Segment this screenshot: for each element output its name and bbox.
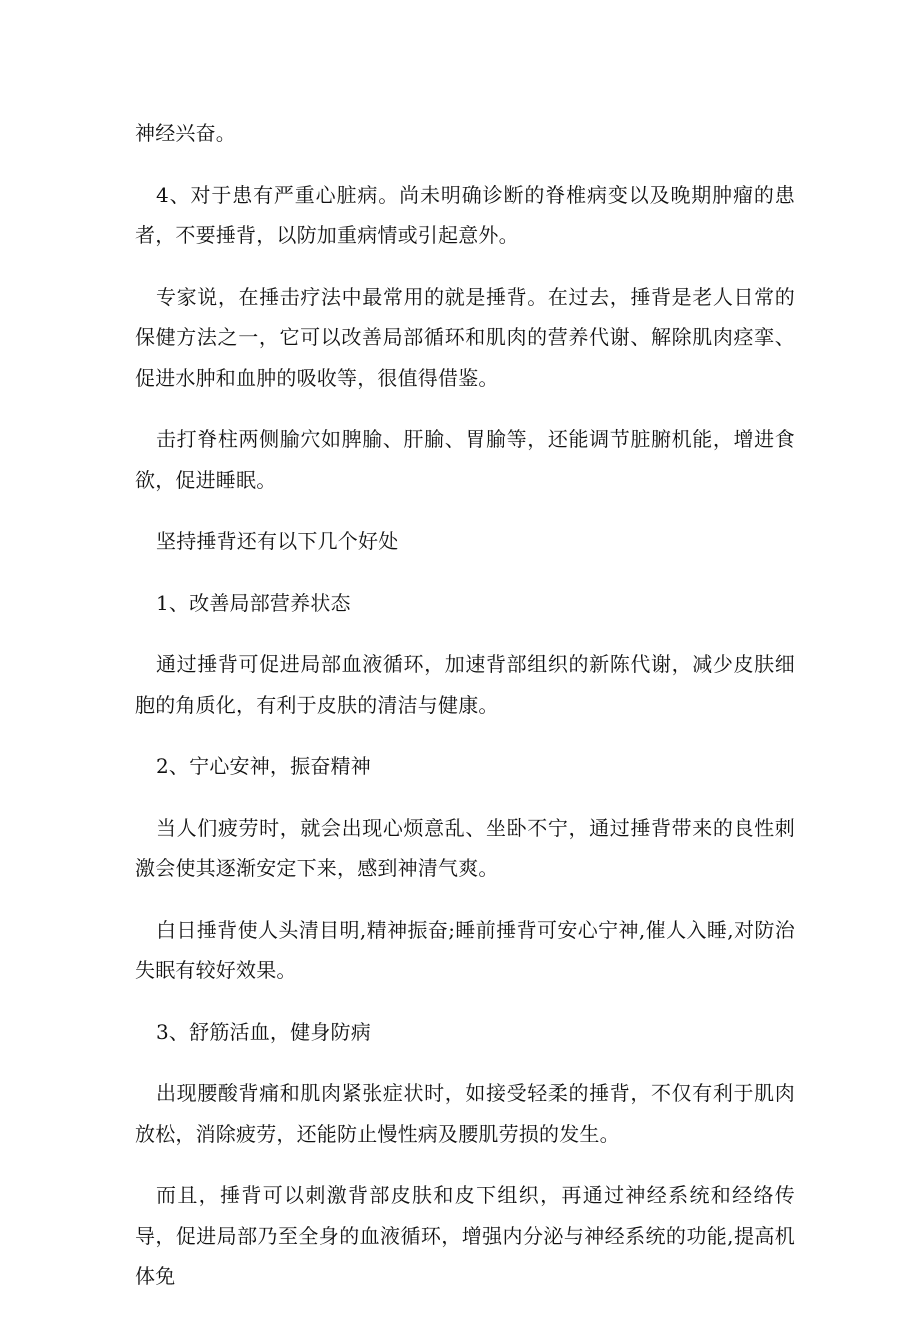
paragraph-6: 1、改善局部营养状态 — [156, 590, 351, 615]
paragraph-4: 击打脊柱两侧腧穴如脾腧、肝腧、胃腧等，还能调节脏腑机能，增进食欲，促进睡眠。 — [135, 427, 795, 492]
paragraph-13: 而且，捶背可以刺激背部皮肤和皮下组织，再通过神经系统和经络传导，促进局部乃至全身的血液循环，增强内分泌与神经系统的功能,提高机体免 — [135, 1183, 795, 1288]
paragraph-11: 3、舒筋活血，健身防病 — [156, 1019, 371, 1044]
paragraph-10: 白日捶背使人头清目明,精神振奋;睡前捶背可安心宁神,催人入睡,对防治失眠有较好效果。 — [135, 917, 795, 982]
paragraph-12: 出现腰酸背痛和肌肉紧张症状时，如接受轻柔的捶背，不仅有利于肌肉放松，消除疲劳，还能防止慢性病及腰肌劳损的发生。 — [135, 1081, 795, 1146]
paragraph-8: 2、宁心安神，振奋精神 — [156, 754, 371, 778]
paragraph-2: 4、对于患有严重心脏病。尚未明确诊断的脊椎病变以及晚期肿瘤的患者，不要捶背，以防加重病情或引起意外。 — [135, 182, 795, 247]
paragraph-1: 神经兴奋。 — [135, 121, 236, 145]
paragraph-3: 专家说，在捶击疗法中最常用的就是捶背。在过去，捶背是老人日常的保健方法之一，它可以改善局部循环和肌肉的营养代谢、解除肌肉痉挛、促进水肿和血肿的吸收等，很值得借鉴。 — [135, 284, 795, 390]
paragraph-9: 当人们疲劳时，就会出现心烦意乱、坐卧不宁，通过捶背带来的良性刺激会使其逐渐安定下来，感到神清气爽。 — [135, 815, 795, 880]
paragraph-5: 坚持捶背还有以下几个好处 — [156, 529, 399, 553]
paragraph-7: 通过捶背可促进局部血液循环，加速背部组织的新陈代谢，减少皮肤细胞的角质化，有利于皮肤的清洁与健康。 — [135, 652, 795, 717]
document-body — [135, 113, 795, 1318]
